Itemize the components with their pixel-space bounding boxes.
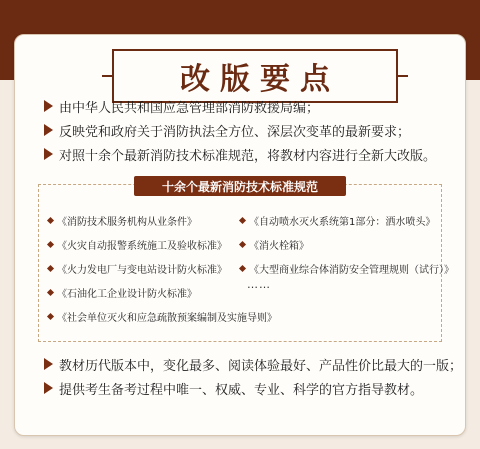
key-point-text: 反映党和政府关于消防执法全方位、深层次变革的最新要求； [59,124,411,140]
standard-item [48,237,227,252]
standard-text: 《火力发电厂与变电站设计防火标准》 [57,265,227,276]
diamond-bullet-icon [47,241,54,248]
standard-text: 《石油化工企业设计防火标准》 [57,289,197,300]
standard-text: 《自动喷水灭火系统第1部分：洒水喷头》 [249,217,436,228]
arrow-bullet-icon [44,358,53,370]
key-point-text: 提供考生备考过程中唯一、权威、专业、科学的官方指导教材。 [59,382,424,398]
standards-header: 十余个最新消防技术标准规范 [134,176,346,196]
diamond-bullet-icon [47,217,54,224]
standard-text: 《火灾自动报警系统施工及验收标准》 [57,241,227,252]
standard-text: 《大型商业综合体消防安全管理规则（试行）》 [249,265,454,276]
standard-item [48,309,277,324]
diamond-bullet-icon [47,313,54,320]
diamond-bullet-icon [239,265,246,272]
key-point [44,94,454,118]
standard-item [48,213,197,228]
diamond-bullet-icon [47,289,54,296]
standard-text: 《消火栓箱》 [249,241,309,252]
page-title: 改版要点 [180,62,340,97]
diamond-bullet-icon [239,217,246,224]
arrow-bullet-icon [44,100,53,112]
standard-item [240,213,435,228]
diamond-bullet-icon [47,265,54,272]
key-point-text: 教材历代版本中，变化最多、阅读体验最好、产品性价比最大的一版； [59,358,463,374]
standard-item [48,285,197,300]
standard-text: 《消防技术服务机构从业条件》 [57,217,197,228]
key-point [44,118,454,142]
key-point-text: 由中华人民共和国应急管理部消防救援局编； [59,100,320,116]
ellipsis-text: …… [247,278,271,291]
standard-text: 《社会单位灭火和应急疏散预案编制及实施导则》 [57,313,277,324]
key-point [44,142,454,166]
key-point-text: 对照十余个最新消防技术标准规范，将教材内容进行全新大改版。 [59,148,437,164]
diamond-bullet-icon [239,241,246,248]
arrow-bullet-icon [44,124,53,136]
key-point [44,352,463,376]
key-points-list [44,94,454,166]
standard-item [48,261,227,276]
standard-item [240,261,454,276]
arrow-bullet-icon [44,148,53,160]
key-point [44,376,454,400]
arrow-bullet-icon [44,382,53,394]
key-points-list-bottom [44,352,463,400]
standard-item [240,237,309,252]
